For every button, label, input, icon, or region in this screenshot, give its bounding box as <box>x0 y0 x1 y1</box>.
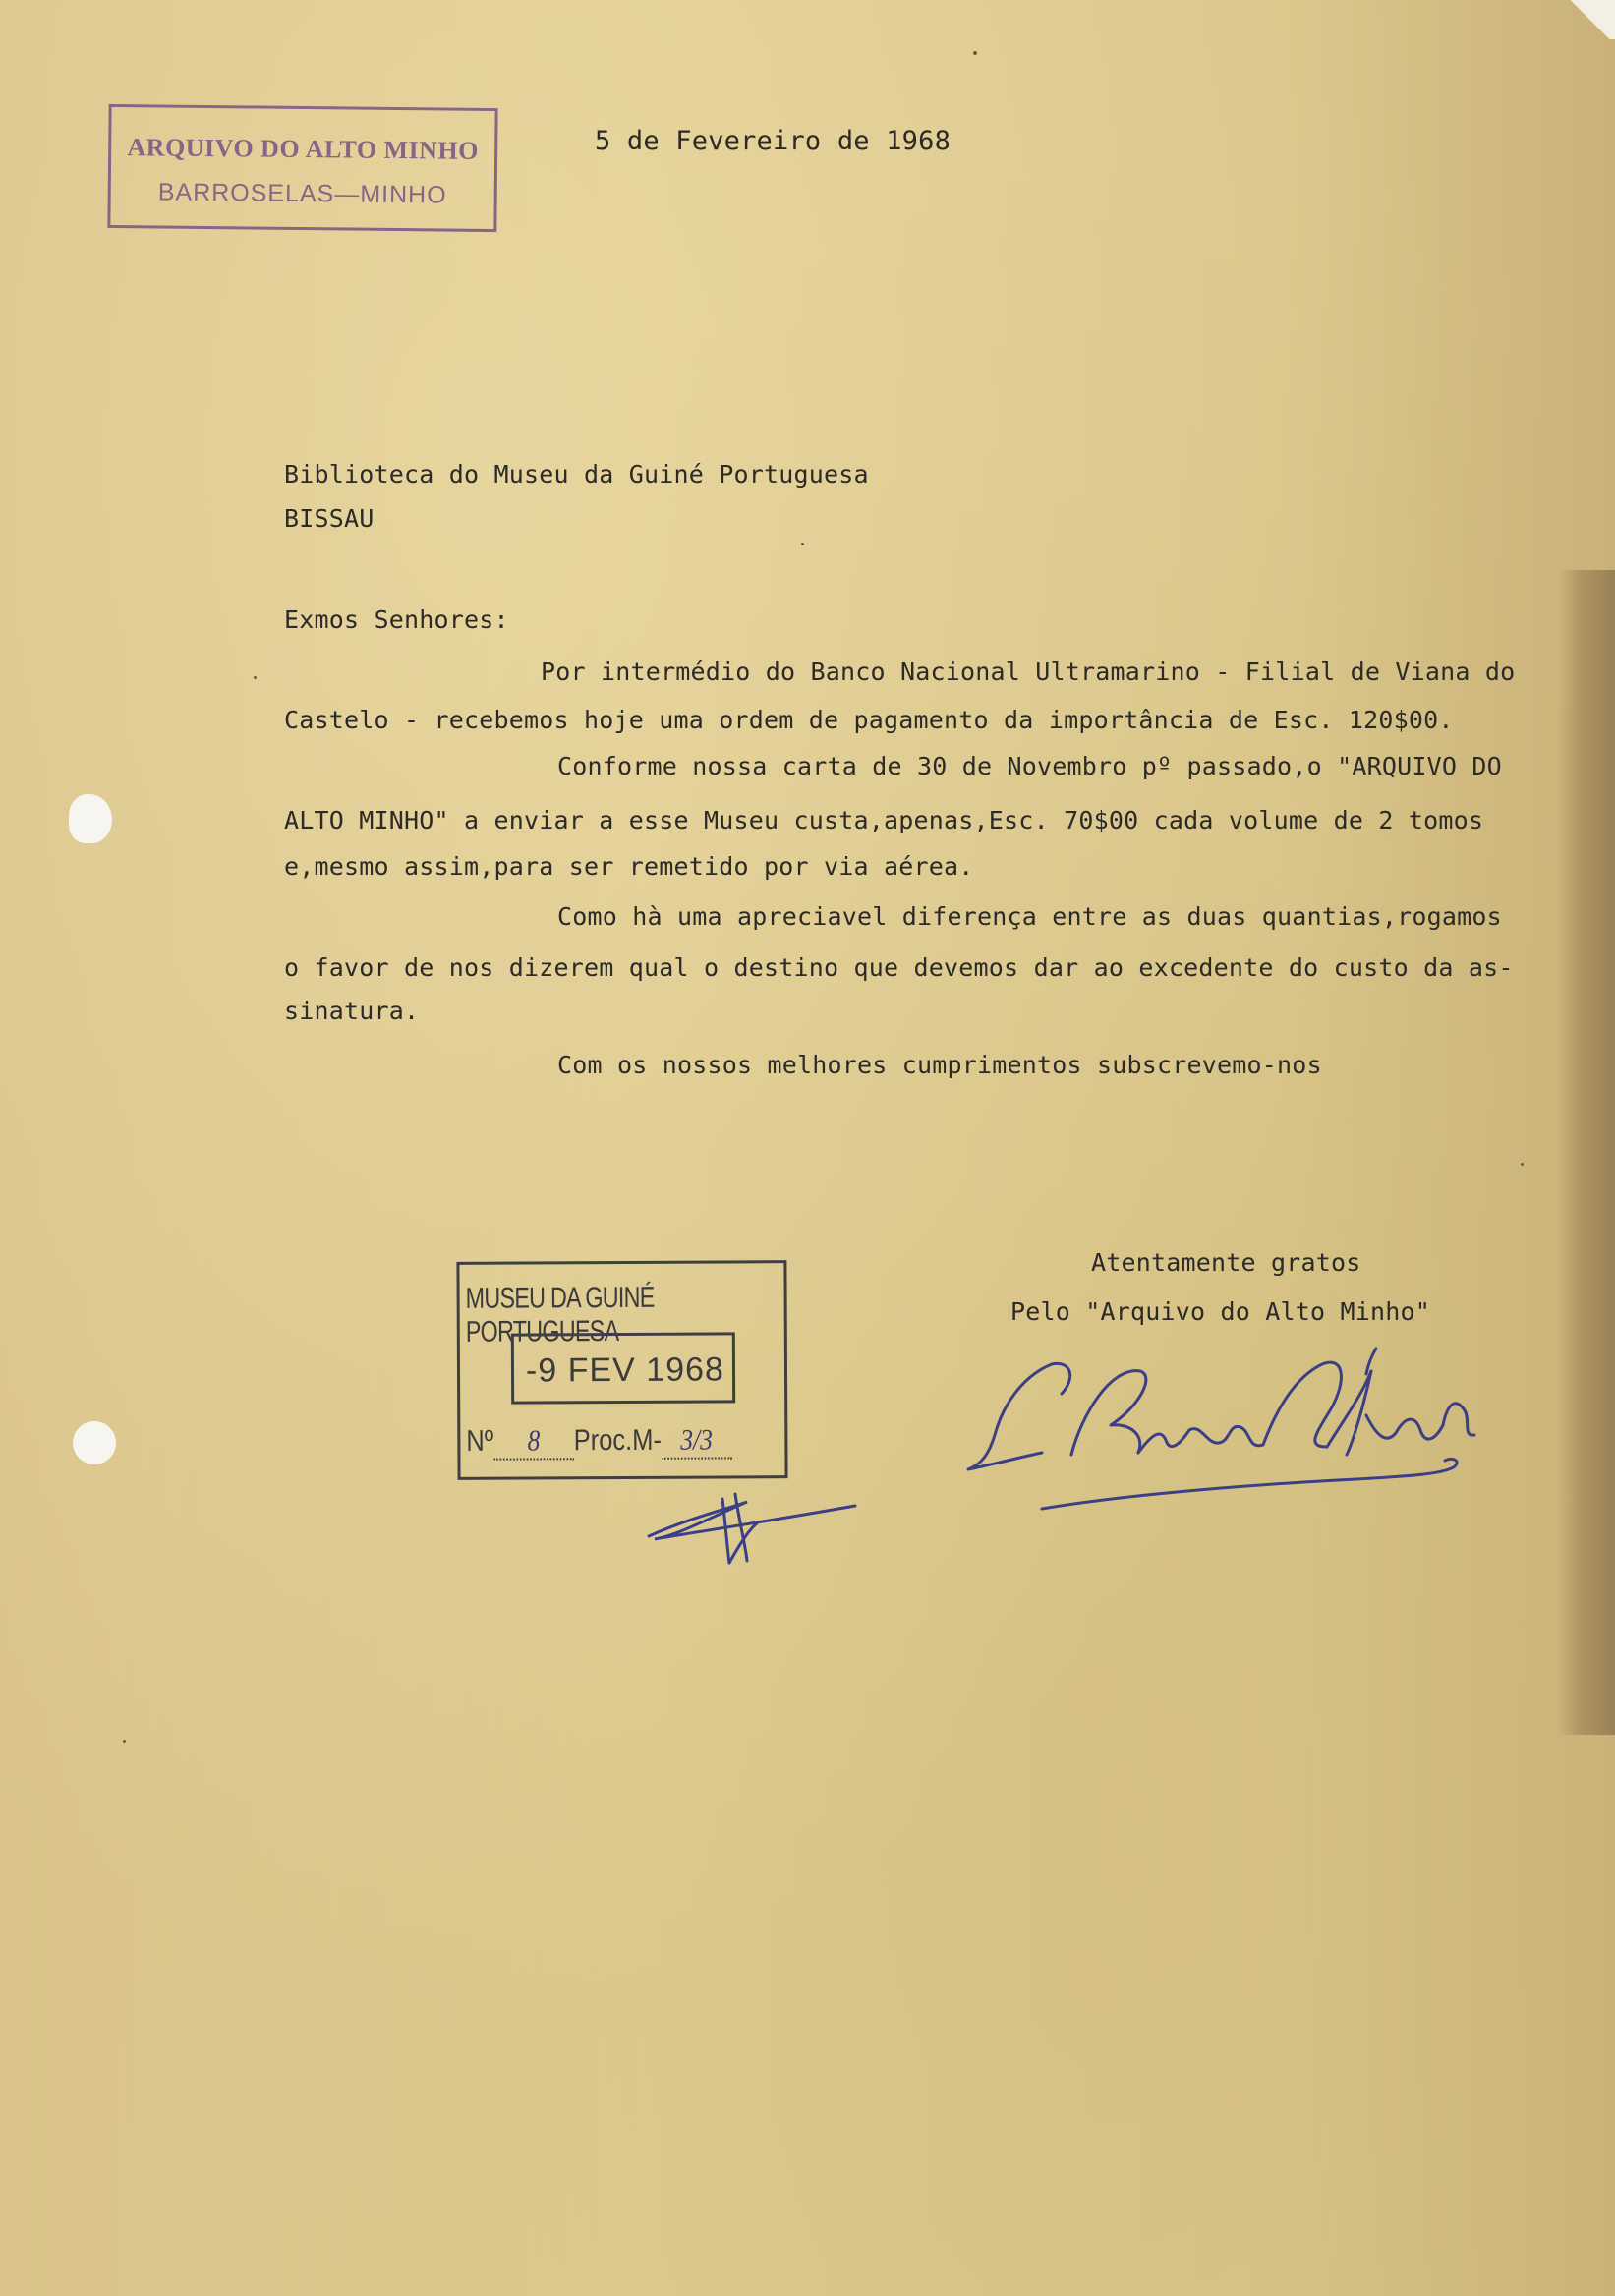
paper-speck <box>123 1740 126 1743</box>
body-line-5: e,mesmo assim,para ser remetido por via aérea. <box>284 852 974 881</box>
initials-mark <box>649 1494 855 1563</box>
recipient-line2: BISSAU <box>284 504 375 533</box>
body-line-4: ALTO MINHO" a enviar a esse Museu custa,apenas,Esc. 70$00 cada volume de 2 tomos <box>284 806 1484 834</box>
body-line-2: Castelo - recebemos hoje uma ordem de pagamento da importância de Esc. 120$00. <box>284 706 1454 734</box>
museum-stamp-date: -9 FEV 1968 <box>525 1350 724 1390</box>
archive-stamp-line2: BARROSELAS—MINHO <box>157 178 447 209</box>
letter-date: 5 de Fevereiro de 1968 <box>595 126 952 156</box>
museum-stamp-number-value: 8 <box>493 1424 574 1460</box>
body-line-8: sinatura. <box>284 997 420 1025</box>
archive-stamp-line1: ARQUIVO DO ALTO MINHO <box>127 133 480 165</box>
museum-stamp-proc-value: 3/3 <box>662 1423 732 1459</box>
body-line-6: Como hà uma apreciavel diferença entre as duas quantias,rogamos <box>557 902 1502 931</box>
closing-line2: Pelo "Arquivo do Alto Minho" <box>1010 1297 1431 1326</box>
closing-line1: Atentamente gratos <box>1091 1248 1361 1277</box>
signature-mark <box>968 1349 1474 1509</box>
body-line-1: Por intermédio do Banco Nacional Ultramarino - Filial de Viana do <box>541 658 1516 686</box>
paper-speck <box>1521 1163 1524 1166</box>
museum-stamp-title: MUSEU DA GUINÉ PORTUGUESA <box>465 1281 655 1349</box>
museum-stamp-proc-label: Proc.M- <box>573 1423 663 1458</box>
recipient-line1: Biblioteca do Museu da Guiné Portuguesa <box>284 460 869 488</box>
museum-stamp-number-label: Nº <box>466 1424 494 1458</box>
body-line-9: Com os nossos melhores cumprimentos subscrevemo-nos <box>557 1051 1322 1079</box>
paper-speck <box>801 543 804 545</box>
body-line-7: o favor de nos dizerem qual o destino que devemos dar ao excedente do custo da as- <box>284 953 1514 982</box>
salutation: Exmos Senhores: <box>284 605 509 634</box>
paper-speck <box>254 676 257 679</box>
body-line-3: Conforme nossa carta de 30 de Novembro pº passado,o "ARQUIVO DO <box>557 752 1502 780</box>
paper-speck <box>973 51 977 55</box>
